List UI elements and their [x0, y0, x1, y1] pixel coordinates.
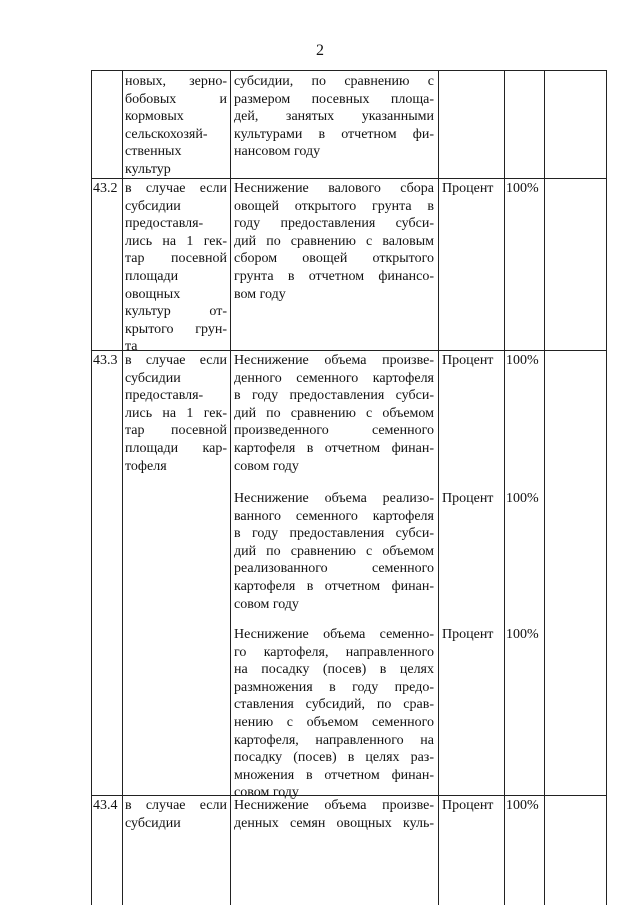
indicators-table: [91, 70, 607, 905]
row-number: 43.3: [93, 353, 118, 368]
indicator-unit: Процент: [442, 627, 494, 642]
row-condition: в случае если субсидии: [125, 798, 227, 831]
table-border-left: [91, 70, 92, 905]
row-condition: новых, зерно- бобовых и кормовых сельскохозяй- ственных культур: [125, 74, 227, 177]
indicator-unit: Процент: [442, 353, 494, 368]
indicator-text: субсидии, по сравнению с размером посевных площа- дей, занятых указанными культурами в отчетном фи- нансовом году: [234, 74, 434, 160]
indicator-unit: Процент: [442, 491, 494, 506]
indicator-value: 100%: [506, 798, 539, 813]
table-border-right: [606, 70, 607, 905]
indicator-value: 100%: [506, 181, 539, 196]
indicator-text: Неснижение валового сбора овощей открытого грунта в году предоставления субси- дий по сравнению с валовым сбором овощей открытого грунта в отчетном финансо- вом году: [234, 181, 434, 302]
row-number: 43.4: [93, 798, 118, 813]
column-divider-indicator: [438, 70, 439, 905]
page-number: 2: [316, 42, 324, 59]
row-condition: в случае если субсидии предоставля- лись на 1 гек- тар посевной площади овощных культур от- крытого грун- та: [125, 181, 227, 355]
column-divider-value: [544, 70, 545, 905]
row-number: 43.2: [93, 181, 118, 196]
indicator-unit: Процент: [442, 181, 494, 196]
column-divider-unit: [504, 70, 505, 905]
indicator-value: 100%: [506, 627, 539, 642]
table-border-top: [91, 70, 607, 71]
column-divider-num: [122, 70, 123, 905]
indicator-text: Неснижение объема произве- денных семян овощных куль-: [234, 798, 434, 831]
row-condition: в случае если субсидии предоставля- лись на 1 гек- тар посевной площади кар- тофеля: [125, 353, 227, 474]
column-divider-condition: [230, 70, 231, 905]
indicator-unit: Процент: [442, 798, 494, 813]
indicator-value: 100%: [506, 491, 539, 506]
indicator-text: Неснижение объема семенно- го картофеля, направленного на посадку (посев) в целях размножения в году предо- ставления субсидий, по срав- нению с объемом семенного картофеля, направленного на посадку (посев) в целях раз- множения в отчетном финан- совом году: [234, 627, 434, 801]
indicator-text: Неснижение объема произве- денного семенного картофеля в году предоставления субси- дий по сравнению с объемом произведенного семенного картофеля в отчетном финан- совом году: [234, 353, 434, 474]
indicator-text: Неснижение объема реализо- ванного семенного картофеля в году предоставления субси- дий по сравнению с объемом реализованного семенного картофеля в отчетном финан- совом году: [234, 491, 434, 612]
indicator-value: 100%: [506, 353, 539, 368]
